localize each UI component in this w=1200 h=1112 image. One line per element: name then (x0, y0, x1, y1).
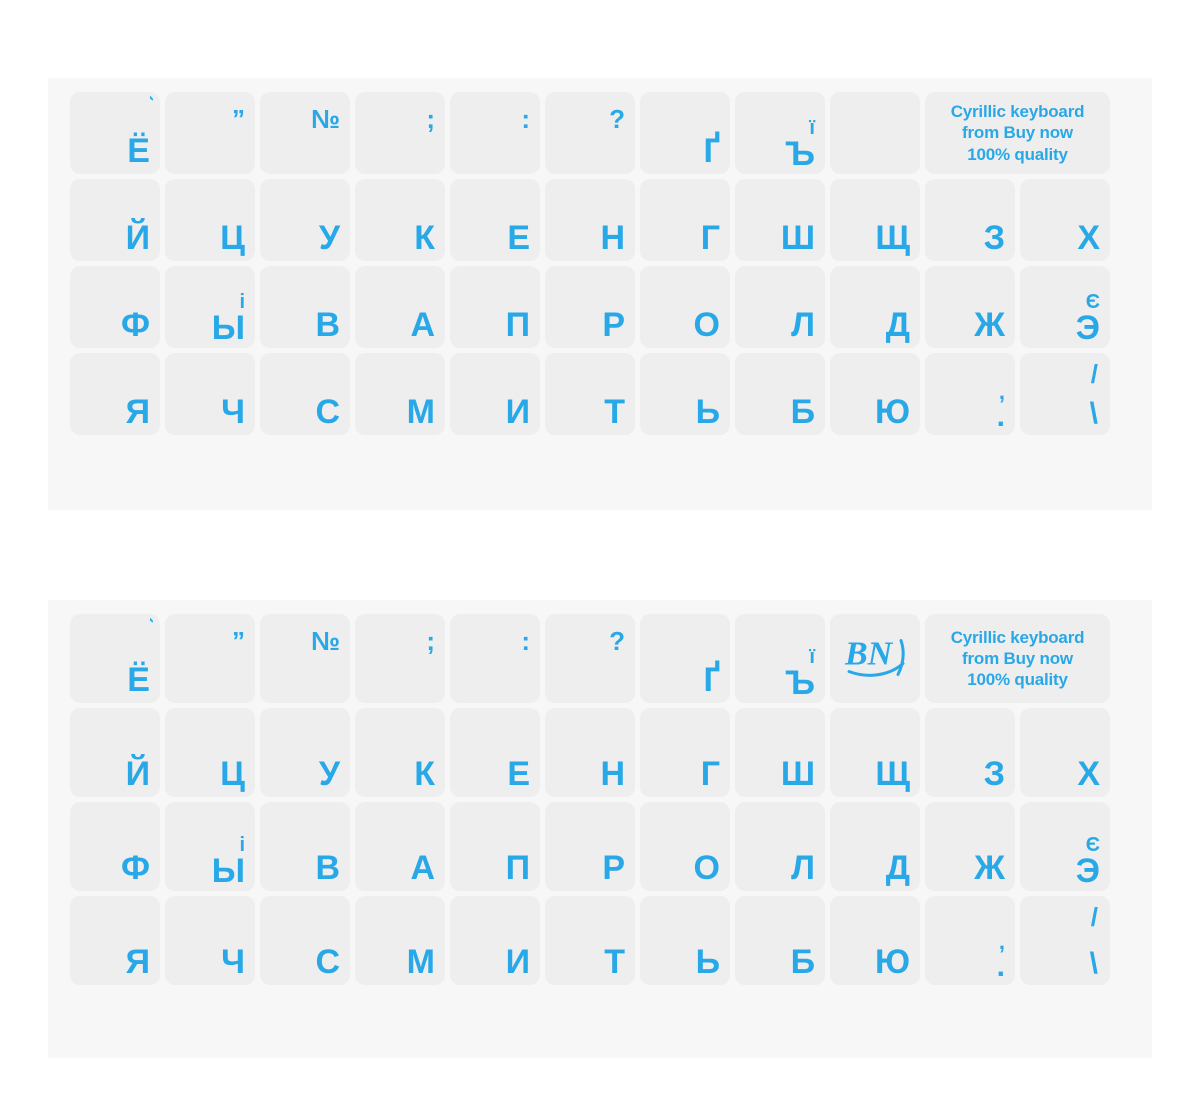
key-question (545, 614, 635, 703)
key-er (545, 266, 635, 348)
key-em-glyph: М (406, 943, 435, 981)
key-ukrainian-ie-lower-glyph: Э (1075, 308, 1100, 347)
key-quote (165, 92, 255, 174)
key-slash-backslash-upper-glyph: / (1090, 359, 1098, 389)
key-yeru-lower-glyph: Ы (211, 308, 245, 347)
key-el-glyph: Л (791, 849, 815, 887)
key-ge-upturn (640, 614, 730, 703)
sheet-bottom-row-bottom (70, 896, 1110, 985)
brand-line-1: Cyrillic keyboard (950, 102, 1085, 122)
key-be-glyph: Б (790, 943, 815, 981)
key-zhe (925, 266, 1015, 348)
key-pe (450, 266, 540, 348)
key-ie-glyph: Е (507, 755, 530, 793)
key-slash-backslash (1020, 896, 1110, 985)
brand-text (951, 627, 1085, 691)
brand-sticker (925, 92, 1110, 174)
key-che (165, 353, 255, 435)
key-logo (830, 614, 920, 703)
key-er-glyph: Р (602, 849, 625, 887)
brand-line-3: 100% quality (967, 670, 1068, 690)
sheet-bottom (48, 600, 1152, 1058)
key-ie (450, 179, 540, 261)
key-quote (165, 614, 255, 703)
key-short-i (70, 708, 160, 797)
key-o-glyph: О (693, 849, 720, 887)
key-i-glyph: И (505, 393, 530, 431)
key-u-glyph: У (318, 755, 340, 793)
key-che-glyph: Ч (221, 393, 245, 431)
key-hard-sign-lower-glyph: Ъ (785, 663, 815, 702)
key-en-glyph: Н (600, 219, 625, 257)
sheet-bottom-row-numbers (70, 614, 1110, 703)
brand-text (951, 101, 1085, 165)
key-ukrainian-ie-glyphs (1020, 290, 1100, 347)
key-colon-glyph: : (521, 104, 530, 134)
sheet-top-row-numbers (70, 92, 1110, 174)
key-ka (355, 179, 445, 261)
key-comma-period (925, 896, 1015, 985)
key-slash-backslash-lower-glyph: \ (1089, 947, 1098, 980)
key-slash-backslash-upper-glyph: / (1090, 902, 1098, 932)
key-ya (70, 353, 160, 435)
key-yeru-glyphs (165, 833, 245, 890)
key-yu-glyph: Ю (874, 393, 910, 431)
key-tse (165, 708, 255, 797)
key-te (545, 896, 635, 985)
key-de (830, 266, 920, 348)
key-de (830, 802, 920, 891)
key-ze (925, 179, 1015, 261)
key-ya-glyph: Я (125, 393, 150, 431)
key-ghe (640, 708, 730, 797)
key-ge-upturn (640, 92, 730, 174)
key-te (545, 353, 635, 435)
key-a (355, 266, 445, 348)
key-es (260, 353, 350, 435)
key-es-glyph: С (315, 943, 340, 981)
key-shcha-glyph: Щ (875, 755, 910, 793)
key-er (545, 802, 635, 891)
key-er-glyph: Р (602, 306, 625, 344)
key-che (165, 896, 255, 985)
key-ha (1020, 708, 1110, 797)
key-short-i-glyph: Й (125, 755, 150, 793)
key-a-glyph: А (410, 306, 435, 344)
key-semicolon-glyph: ; (426, 104, 435, 134)
key-numero-glyph: № (311, 104, 340, 134)
key-ef (70, 266, 160, 348)
key-numero (260, 92, 350, 174)
key-ze-glyph: З (983, 219, 1005, 257)
key-u-glyph: У (318, 219, 340, 257)
key-o-glyph: О (693, 306, 720, 344)
key-ef (70, 802, 160, 891)
sheet-top-row-bottom (70, 353, 1110, 435)
key-yo (70, 614, 160, 703)
key-yo-glyph: Ё (127, 661, 150, 699)
key-te-glyph: Т (604, 393, 625, 431)
key-colon (450, 614, 540, 703)
key-yeru-upper-glyph: і (239, 833, 245, 856)
key-em-glyph: М (406, 393, 435, 431)
key-ukrainian-ie (1020, 802, 1110, 891)
key-yeru-lower-glyph: Ы (211, 851, 245, 890)
key-ie-glyph: Е (507, 219, 530, 257)
key-sha (735, 179, 825, 261)
key-soft-sign-glyph: Ь (695, 943, 720, 981)
key-en-glyph: Н (600, 755, 625, 793)
key-question (545, 92, 635, 174)
key-i-glyph: И (505, 943, 530, 981)
key-o (640, 802, 730, 891)
key-yo (70, 92, 160, 174)
key-em (355, 896, 445, 985)
key-comma-period-upper-glyph: , (998, 928, 1005, 954)
key-ka-glyph: К (414, 755, 435, 793)
key-ge-upturn-glyph: Ґ (703, 661, 720, 699)
key-el-glyph: Л (791, 306, 815, 344)
key-ya (70, 896, 160, 985)
key-o (640, 266, 730, 348)
brand-line-2: from Buy now (962, 648, 1073, 668)
key-shcha (830, 708, 920, 797)
key-yu-glyph: Ю (874, 943, 910, 981)
key-u (260, 179, 350, 261)
key-colon-glyph: : (521, 626, 530, 656)
key-ha (1020, 179, 1110, 261)
brand-logo-icon (843, 630, 907, 687)
key-comma-period-lower-glyph: . (996, 949, 1005, 983)
key-sha-glyph: Ш (780, 755, 815, 793)
key-ka-glyph: К (414, 219, 435, 257)
key-quote-glyph: ” (232, 626, 245, 656)
key-yo-glyph: Ё (127, 132, 150, 170)
key-en (545, 708, 635, 797)
key-yeru-glyphs (165, 290, 245, 347)
key-ghe-glyph: Г (700, 219, 720, 257)
key-semicolon (355, 92, 445, 174)
key-pe-glyph: П (505, 849, 530, 887)
key-i (450, 896, 540, 985)
key-blank (830, 92, 920, 174)
key-ka (355, 708, 445, 797)
key-question-glyph: ? (609, 104, 625, 134)
key-ha-glyph: Х (1077, 219, 1100, 257)
key-ukrainian-ie-upper-glyph: Є (1085, 290, 1100, 313)
key-es (260, 896, 350, 985)
sheet-top-row-top (70, 179, 1110, 261)
key-che-glyph: Ч (221, 943, 245, 981)
key-tse-glyph: Ц (220, 219, 245, 257)
key-zhe-glyph: Ж (974, 306, 1005, 344)
key-u (260, 708, 350, 797)
key-hard-sign-upper-glyph: ї (809, 116, 815, 139)
key-de-glyph: Д (885, 306, 910, 344)
key-ya-glyph: Я (125, 943, 150, 981)
key-zhe-glyph: Ж (974, 849, 1005, 887)
key-ha-glyph: Х (1077, 755, 1100, 793)
key-ie (450, 708, 540, 797)
key-quote-glyph: ” (232, 104, 245, 134)
sheet-bottom-row-top (70, 708, 1110, 797)
sheet-top-rows (70, 92, 1110, 435)
key-ukrainian-ie-lower-glyph: Э (1075, 851, 1100, 890)
sheet-bottom-rows (70, 614, 1110, 985)
key-ge-upturn-glyph: Ґ (703, 132, 720, 170)
key-semicolon-glyph: ; (426, 626, 435, 656)
key-soft-sign (640, 353, 730, 435)
key-ukrainian-ie-upper-glyph: Є (1085, 833, 1100, 856)
key-a-glyph: А (410, 849, 435, 887)
key-ghe-glyph: Г (700, 755, 720, 793)
key-question-glyph: ? (609, 626, 625, 656)
brand-sticker (925, 614, 1110, 703)
key-ghe (640, 179, 730, 261)
key-es-glyph: С (315, 393, 340, 431)
key-shcha (830, 179, 920, 261)
key-short-i-glyph: Й (125, 219, 150, 257)
key-el (735, 266, 825, 348)
key-semicolon (355, 614, 445, 703)
key-ef-glyph: Ф (120, 306, 150, 344)
key-short-i (70, 179, 160, 261)
key-yeru (165, 802, 255, 891)
key-ef-glyph: Ф (120, 849, 150, 887)
key-de-glyph: Д (885, 849, 910, 887)
sheet-bottom-row-home (70, 802, 1110, 891)
key-sha (735, 708, 825, 797)
key-ve-glyph: В (315, 306, 340, 344)
key-hard-sign-glyphs (735, 645, 815, 702)
key-shcha-glyph: Щ (875, 219, 910, 257)
key-numero (260, 614, 350, 703)
key-ze (925, 708, 1015, 797)
key-ukrainian-ie-glyphs (1020, 833, 1100, 890)
key-sha-glyph: Ш (780, 219, 815, 257)
brand-line-3: 100% quality (967, 144, 1068, 164)
key-soft-sign (640, 896, 730, 985)
key-ve-glyph: В (315, 849, 340, 887)
key-tse (165, 179, 255, 261)
key-yeru-upper-glyph: і (239, 290, 245, 313)
key-comma-period-glyphs (925, 928, 1005, 983)
sheet-top-row-home (70, 266, 1110, 348)
key-hard-sign-glyphs (735, 116, 815, 173)
key-tse-glyph: Ц (220, 755, 245, 793)
key-hard-sign (735, 614, 825, 703)
key-be-glyph: Б (790, 393, 815, 431)
key-a (355, 802, 445, 891)
key-em (355, 353, 445, 435)
brand-line-1: Cyrillic keyboard (950, 627, 1085, 647)
sheet-top (48, 78, 1152, 510)
key-hard-sign-upper-glyph: ї (809, 645, 815, 668)
key-yeru (165, 266, 255, 348)
key-yu (830, 353, 920, 435)
key-slash-backslash (1020, 353, 1110, 435)
key-zhe (925, 802, 1015, 891)
key-comma-period-glyphs (925, 378, 1005, 433)
key-ukrainian-ie (1020, 266, 1110, 348)
key-comma-period (925, 353, 1015, 435)
key-yu (830, 896, 920, 985)
key-hard-sign (735, 92, 825, 174)
key-comma-period-upper-glyph: , (998, 378, 1005, 404)
key-numero-glyph: № (311, 626, 340, 656)
key-ze-glyph: З (983, 755, 1005, 793)
key-pe-glyph: П (505, 306, 530, 344)
key-en (545, 179, 635, 261)
key-ve (260, 266, 350, 348)
key-i (450, 353, 540, 435)
key-te-glyph: Т (604, 943, 625, 981)
key-comma-period-lower-glyph: . (996, 399, 1005, 433)
key-be (735, 896, 825, 985)
key-be (735, 353, 825, 435)
key-slash-backslash-lower-glyph: \ (1089, 397, 1098, 430)
key-hard-sign-lower-glyph: Ъ (785, 134, 815, 173)
svg-text:BN: BN (845, 635, 893, 672)
key-el (735, 802, 825, 891)
key-ve (260, 802, 350, 891)
key-pe (450, 802, 540, 891)
key-colon (450, 92, 540, 174)
key-soft-sign-glyph: Ь (695, 393, 720, 431)
brand-line-2: from Buy now (962, 123, 1073, 143)
